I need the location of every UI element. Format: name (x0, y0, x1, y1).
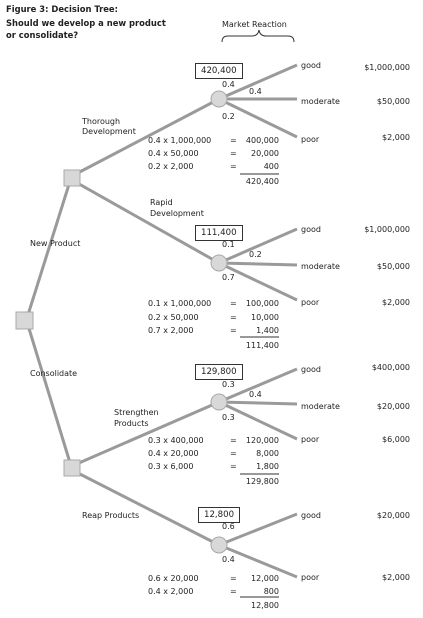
prob-label: 0.7 (222, 273, 235, 282)
calc-eq: = (230, 326, 237, 335)
prob-label: 0.4 (249, 390, 262, 399)
outcome-value: $2,000 (382, 298, 410, 307)
outcome-label: poor (301, 573, 320, 582)
calc-eq: = (230, 313, 237, 322)
outcome-label: good (301, 511, 321, 520)
figure-title-line-2: or consolidate? (6, 30, 79, 40)
calc-eq: = (230, 436, 237, 445)
chance-node-reap (211, 537, 227, 553)
calc-eq: = (230, 299, 237, 308)
decision-node-root (16, 312, 33, 329)
calc-result: 8,000 (256, 449, 279, 458)
label-strengthen-1: Strengthen (114, 408, 159, 417)
chance-node-rapid (211, 255, 227, 271)
label-rapid-2: Development (150, 209, 204, 218)
label-reap: Reap Products (82, 511, 140, 520)
outcome-value: $1,000,000 (364, 63, 410, 72)
outcome-value: $6,000 (382, 435, 410, 444)
ev-box-thorough: 420,400 (195, 63, 243, 79)
calc-result: 10,000 (251, 313, 279, 322)
label-thorough-2: Development (82, 127, 136, 136)
market-reaction-label: Market Reaction (222, 20, 287, 29)
branch-consolidate (27, 322, 71, 466)
calc-expr: 0.4 x 2,000 (148, 587, 194, 596)
prob-label: 0.6 (222, 522, 235, 531)
outcome-value: $20,000 (376, 511, 410, 520)
calc-eq: = (230, 574, 237, 583)
label-consolidate: Consolidate (30, 369, 78, 378)
calc-total: 12,800 (251, 601, 279, 610)
calc-expr: 0.4 x 1,000,000 (148, 136, 212, 145)
calc-eq: = (230, 136, 237, 145)
outcome-value: $20,000 (376, 402, 410, 411)
calc-result: 100,000 (245, 299, 279, 308)
calc-total: 111,400 (245, 341, 279, 350)
calc-result: 1,400 (256, 326, 279, 335)
outcome-label: good (301, 225, 321, 234)
calc-eq: = (230, 149, 237, 158)
figure-label: Figure 3: Decision Tree: (6, 4, 118, 14)
prob-label: 0.2 (249, 250, 262, 259)
calc-result: 400 (263, 162, 279, 171)
calc-result: 400,000 (245, 136, 279, 145)
label-rapid-1: Rapid (150, 198, 173, 207)
prob-label: 0.4 (222, 80, 235, 89)
outcome-label: moderate (301, 262, 340, 271)
outcome-label: poor (301, 298, 320, 307)
outcome-value: $1,000,000 (364, 225, 410, 234)
calc-expr: 0.3 x 400,000 (148, 436, 204, 445)
branch-rapid (72, 180, 219, 263)
calc-eq: = (230, 449, 237, 458)
chance-node-strengthen (211, 394, 227, 410)
calc-eq: = (230, 462, 237, 471)
outcome-value: $400,000 (371, 363, 410, 372)
calc-result: 800 (263, 587, 279, 596)
outcome-label: good (301, 365, 321, 374)
decision-node-new-product (64, 170, 80, 186)
calc-total: 129,800 (245, 477, 279, 486)
calc-expr: 0.2 x 2,000 (148, 162, 194, 171)
branch-reap (72, 470, 219, 545)
calc-expr: 0.6 x 20,000 (148, 574, 199, 583)
outcome-value: $50,000 (376, 262, 410, 271)
ev-box-rapid: 111,400 (195, 225, 243, 241)
label-strengthen-2: Products (114, 419, 149, 428)
calc-eq: = (230, 587, 237, 596)
calc-expr: 0.4 x 50,000 (148, 149, 199, 158)
outcome-label: poor (301, 135, 320, 144)
outcome-label: good (301, 61, 321, 70)
figure-title-line-1: Should we develop a new product (6, 18, 166, 28)
prob-label: 0.3 (222, 413, 235, 422)
prob-label: 0.2 (222, 112, 235, 121)
decision-node-consolidate (64, 460, 80, 476)
calc-eq: = (230, 162, 237, 171)
chance-node-thorough (211, 91, 227, 107)
outcome-label: moderate (301, 97, 340, 106)
label-thorough-1: Thorough (82, 117, 121, 126)
outcome-value: $50,000 (376, 97, 410, 106)
calc-expr: 0.7 x 2,000 (148, 326, 194, 335)
calc-expr: 0.2 x 50,000 (148, 313, 199, 322)
calc-total: 420,400 (245, 177, 279, 186)
outcome-label: moderate (301, 402, 340, 411)
prob-label: 0.4 (222, 555, 235, 564)
prob-label: 0.1 (222, 240, 235, 249)
calc-expr: 0.4 x 20,000 (148, 449, 199, 458)
ev-box-reap: 12,800 (198, 507, 240, 523)
outcome-label: poor (301, 435, 320, 444)
outcome-value: $2,000 (382, 573, 410, 582)
outcome-branch (219, 263, 297, 265)
calc-result: 120,000 (245, 436, 279, 445)
prob-label: 0.4 (249, 87, 262, 96)
label-new-product: New Product (30, 239, 81, 248)
calc-result: 1,800 (256, 462, 279, 471)
ev-box-strengthen: 129,800 (195, 364, 243, 380)
calc-result: 12,000 (251, 574, 279, 583)
calc-expr: 0.3 x 6,000 (148, 462, 194, 471)
calc-expr: 0.1 x 1,000,000 (148, 299, 212, 308)
prob-label: 0.3 (222, 380, 235, 389)
outcome-branch (219, 402, 297, 404)
market-reaction-brace (222, 30, 294, 42)
outcome-value: $2,000 (382, 133, 410, 142)
calc-result: 20,000 (251, 149, 279, 158)
